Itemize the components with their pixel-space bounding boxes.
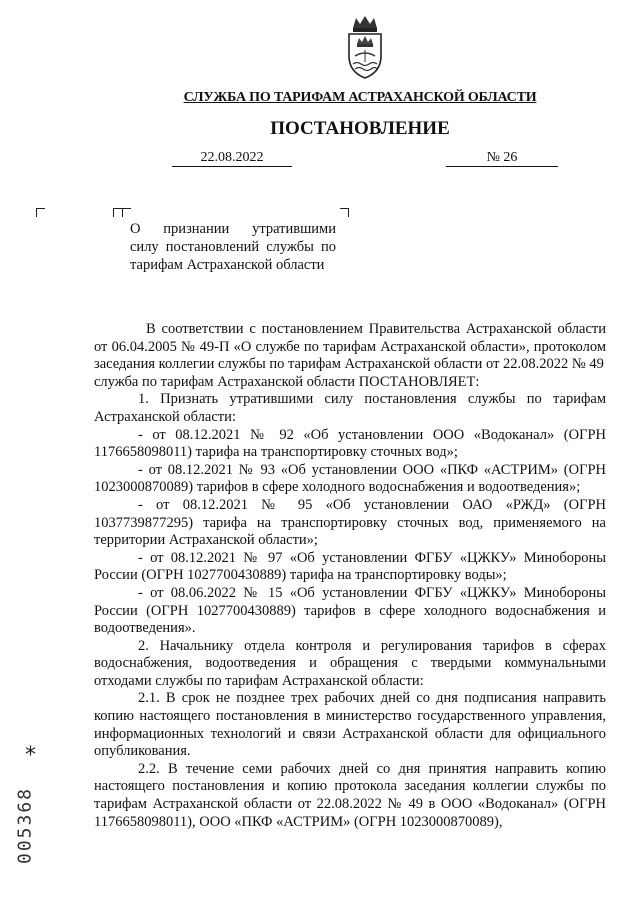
subject-word: О bbox=[130, 221, 141, 237]
organization-name: СЛУЖБА ПО ТАРИФАМ АСТРАХАНСКОЙ ОБЛАСТИ bbox=[183, 90, 537, 105]
clause-2: 2. Начальнику отдела контроля и регулирования тарифов в сферах водоснабжения, водоотведения и обращения с твердыми коммунальными отходами службы по тарифам Астраханской области: bbox=[94, 637, 606, 689]
clause-1-item: - от 08.12.2021 № 95 «Об установлении ОАО «РЖД» (ОГРН 1037739877295) тарифа на транспортировку сточных вод, применяемого на территории Астраханской области»; bbox=[94, 496, 606, 549]
document-body bbox=[94, 321, 606, 831]
subject-word: признании bbox=[163, 221, 230, 237]
subject-first-line bbox=[130, 220, 336, 238]
clause-2-2: 2.2. В течение семи рабочих дней со дня принятия направить копию настоящего постановления и копию протокола заседания коллегии службы по тарифам Астраханской области от 22.08.2022 № 49 в ООО «Водоканал» (ОГРН 1176658098011), ООО «ПКФ «АСТРИМ» (ОГРН 1023000870089), bbox=[94, 760, 606, 830]
document-type-title: ПОСТАНОВЛЕНИЕ bbox=[270, 118, 450, 139]
document-number: № 26 bbox=[446, 150, 558, 167]
subject-rest: силу постановлений службы по тарифам Астраханской области bbox=[130, 239, 336, 273]
side-registration-stamp bbox=[10, 745, 40, 865]
clause-1-item: - от 08.12.2021 № 97 «Об установлении ФГБУ «ЦЖКУ» Минобороны России (ОГРН 1027700430889) тарифа на транспортировку воды»; bbox=[94, 549, 606, 584]
document-subject bbox=[130, 220, 336, 274]
corner-mark-subject-left-outer bbox=[113, 208, 122, 217]
corner-mark-subject-left-inner bbox=[122, 208, 131, 217]
clause-1: 1. Признать утратившими силу постановления службы по тарифам Астраханской области: bbox=[94, 391, 606, 425]
clause-1-item: - от 08.12.2021 № 92 «Об установлении ООО «Водоканал» (ОГРН 1176658098011) тарифа на транспортировку сточных вод»; bbox=[94, 426, 606, 461]
resolution-paragraph: служба по тарифам Астраханской области ПОСТАНОВЛЯЕТ: bbox=[94, 373, 480, 390]
registration-number: 005368 bbox=[14, 786, 36, 865]
clause-2-1: 2.1. В срок не позднее трех рабочих дней со дня подписания направить копию настоящего постановления в министерство государственного управления, информационных технологий и связи Астраханской области для официального опубликования. bbox=[94, 690, 606, 760]
asterisk-mark: * bbox=[25, 743, 36, 768]
corner-mark-subject-right bbox=[340, 208, 349, 217]
corner-mark-left bbox=[36, 208, 45, 217]
coat-of-arms-icon bbox=[343, 14, 387, 80]
document-date: 22.08.2022 bbox=[172, 150, 292, 167]
clause-1-item: - от 08.12.2021 № 93 «Об установлении ООО «ПКФ «АСТРИМ» (ОГРН 1023000870089) тарифов в сфере холодного водоснабжения и водоотведения»; bbox=[94, 461, 606, 496]
clause-1-item: - от 08.06.2022 № 15 «Об установлении ФГБУ «ЦЖКУ» Минобороны России (ОГРН 1027700430889) тарифов в сфере холодного водоснабжения и водоотведения». bbox=[94, 584, 606, 637]
preamble-paragraph: В соответствии с постановлением Правительства Астраханской области от 06.04.2005 № 49-П «О службе по тарифам Астраханской области», протоколом заседания коллегии службы по тарифам Астраханской области от 22.08.2022 № 49 bbox=[94, 321, 606, 373]
subject-word: утратившими bbox=[252, 221, 336, 237]
